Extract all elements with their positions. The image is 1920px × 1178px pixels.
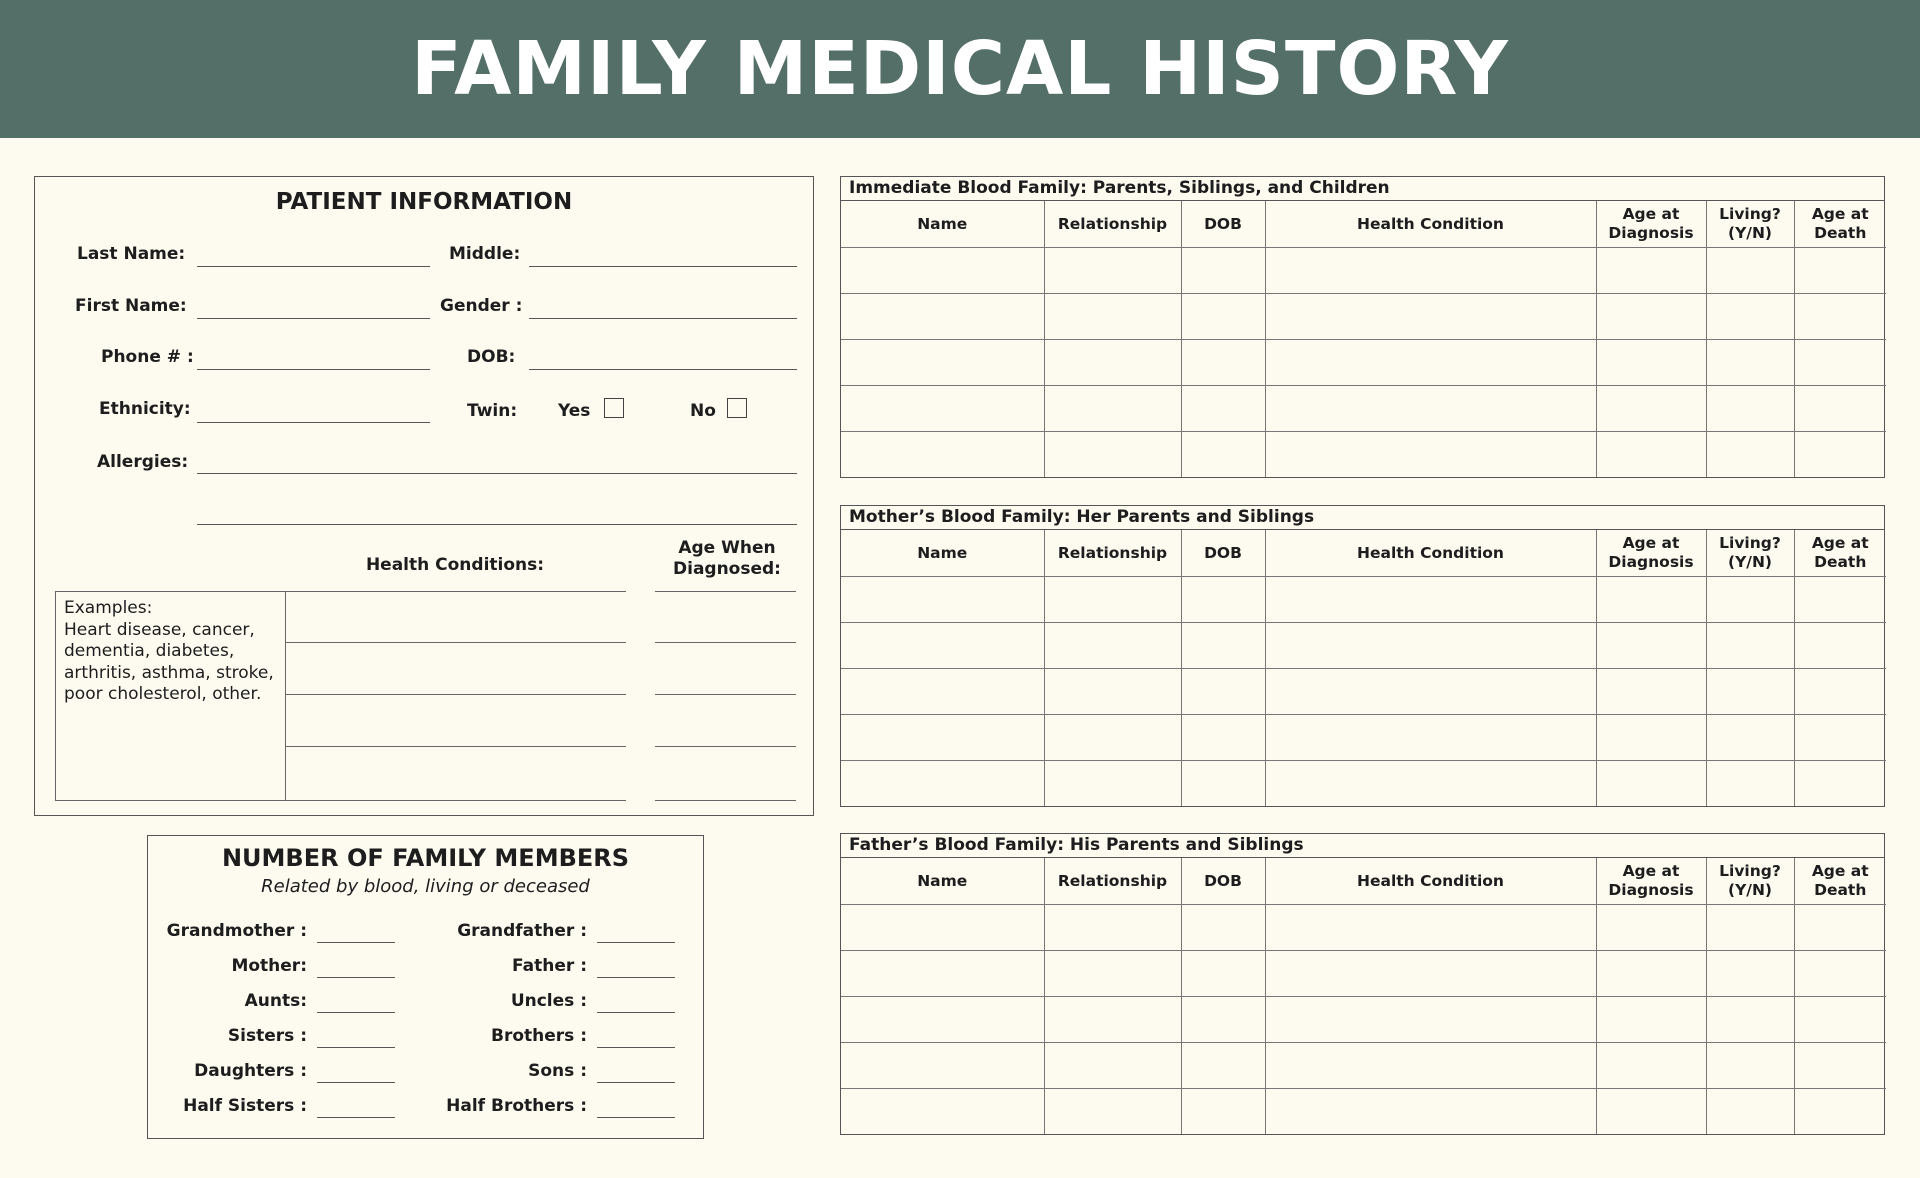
dob-field[interactable] — [529, 369, 797, 370]
member-label-right: Brothers : — [491, 1026, 587, 1046]
table-cell[interactable] — [1265, 715, 1596, 761]
col-age-death-header: Age at Death — [1794, 530, 1886, 577]
member-count-field[interactable] — [597, 942, 675, 943]
table-row — [841, 715, 1886, 761]
table-cell[interactable] — [1044, 432, 1181, 478]
col-health-condition-header: Health Condition — [1265, 530, 1596, 577]
age-diagnosed-line[interactable] — [655, 747, 796, 801]
table-cell[interactable] — [841, 432, 1044, 478]
col-relationship-header: Relationship — [1044, 858, 1181, 905]
member-count-field[interactable] — [317, 1012, 395, 1013]
table-cell[interactable] — [1706, 997, 1794, 1043]
member-label-left: Sisters : — [227, 1026, 307, 1046]
table-cell[interactable] — [1044, 715, 1181, 761]
member-count-field[interactable] — [597, 977, 675, 978]
member-count-field[interactable] — [317, 1047, 395, 1048]
table-caption: Mother’s Blood Family: Her Parents and Siblings — [841, 506, 1884, 530]
table-cell[interactable] — [1181, 1043, 1265, 1089]
table-cell[interactable] — [1265, 669, 1596, 715]
dob-label: DOB: — [467, 347, 516, 367]
table-cell[interactable] — [1706, 905, 1794, 951]
table-cell[interactable] — [1706, 1043, 1794, 1089]
examples-text: Examples: Heart disease, cancer, dementia, diabetes, arthritis, asthma, stroke, poor cholesterol, other. — [64, 598, 274, 704]
table-cell[interactable] — [1181, 1089, 1265, 1135]
member-count-field[interactable] — [597, 1082, 675, 1083]
member-row — [148, 920, 703, 950]
table-cell[interactable] — [841, 669, 1044, 715]
table-cell[interactable] — [1181, 997, 1265, 1043]
member-count-field[interactable] — [597, 1117, 675, 1118]
member-count-field[interactable] — [317, 1082, 395, 1083]
table-cell[interactable] — [1794, 951, 1886, 997]
table-cell[interactable] — [1706, 248, 1794, 294]
health-conditions-list — [285, 591, 626, 801]
member-count-field[interactable] — [317, 942, 395, 943]
table-cell[interactable] — [841, 577, 1044, 623]
age-diagnosed-line[interactable] — [655, 591, 796, 643]
table-cell[interactable] — [1794, 248, 1886, 294]
table-row — [841, 294, 1886, 340]
table-cell[interactable] — [841, 623, 1044, 669]
table-row — [841, 951, 1886, 997]
col-dob-header: DOB — [1181, 858, 1265, 905]
member-count-field[interactable] — [597, 1047, 675, 1048]
member-count-field[interactable] — [317, 977, 395, 978]
table-row — [841, 577, 1886, 623]
age-when-diagnosed-heading: Age When Diagnosed: — [673, 538, 781, 579]
table-cell[interactable] — [1706, 669, 1794, 715]
table-cell[interactable] — [1181, 248, 1265, 294]
table-cell[interactable] — [841, 248, 1044, 294]
table-cell[interactable] — [1596, 623, 1706, 669]
table-caption: Immediate Blood Family: Parents, Siblings, and Children — [841, 177, 1884, 201]
table-cell[interactable] — [1181, 294, 1265, 340]
member-row — [148, 955, 703, 985]
table-cell[interactable] — [1706, 715, 1794, 761]
table-cell[interactable] — [1794, 905, 1886, 951]
gender-field[interactable] — [529, 318, 797, 319]
table-cell[interactable] — [1706, 340, 1794, 386]
table-row — [841, 669, 1886, 715]
member-row — [148, 990, 703, 1020]
col-relationship-header: Relationship — [1044, 201, 1181, 248]
table-cell[interactable] — [841, 294, 1044, 340]
immediate-family-table — [840, 176, 1885, 478]
mothers-family-table — [840, 505, 1885, 807]
table-cell[interactable] — [1706, 1089, 1794, 1135]
table-row — [841, 1089, 1886, 1135]
col-relationship-header: Relationship — [1044, 530, 1181, 577]
table-cell[interactable] — [1596, 340, 1706, 386]
member-count-field[interactable] — [597, 1012, 675, 1013]
col-dob-header: DOB — [1181, 530, 1265, 577]
table-cell[interactable] — [1044, 340, 1181, 386]
table-cell[interactable] — [1596, 1089, 1706, 1135]
family-members-title: NUMBER OF FAMILY MEMBERS — [221, 844, 630, 872]
patient-info-title: PATIENT INFORMATION — [275, 189, 573, 215]
member-label-left: Daughters : — [194, 1061, 307, 1081]
first-name-label: First Name: — [75, 296, 187, 316]
col-dob-header: DOB — [1181, 201, 1265, 248]
member-count-field[interactable] — [317, 1117, 395, 1118]
table-cell[interactable] — [1265, 761, 1596, 807]
table-row — [841, 432, 1886, 478]
table-cell[interactable] — [1265, 577, 1596, 623]
table-row — [841, 905, 1886, 951]
table-cell[interactable] — [1181, 761, 1265, 807]
table-cell[interactable] — [1265, 1089, 1596, 1135]
member-row — [148, 1060, 703, 1090]
col-living-header: Living? (Y/N) — [1706, 530, 1794, 577]
table-cell[interactable] — [1181, 715, 1265, 761]
table-cell[interactable] — [1794, 669, 1886, 715]
table-cell[interactable] — [841, 1043, 1044, 1089]
table-cell[interactable] — [1265, 432, 1596, 478]
table-cell[interactable] — [1044, 294, 1181, 340]
table-cell[interactable] — [841, 951, 1044, 997]
member-label-right: Half Brothers : — [446, 1096, 587, 1116]
table-cell[interactable] — [1265, 623, 1596, 669]
table-cell[interactable] — [1596, 294, 1706, 340]
table-cell[interactable] — [1596, 577, 1706, 623]
health-condition-line[interactable] — [286, 695, 626, 747]
member-row — [148, 1095, 703, 1125]
allergies-label: Allergies: — [97, 452, 189, 472]
table-cell[interactable] — [841, 340, 1044, 386]
table-cell[interactable] — [1706, 577, 1794, 623]
twin-label: Twin: — [467, 401, 518, 421]
examples-box — [55, 591, 285, 801]
table-cell[interactable] — [1265, 340, 1596, 386]
table-row — [841, 386, 1886, 432]
col-name-header: Name — [841, 858, 1044, 905]
age-diagnosed-line[interactable] — [655, 695, 796, 747]
health-condition-line[interactable] — [286, 643, 626, 695]
phone-label: Phone # : — [101, 347, 194, 367]
health-conditions-heading: Health Conditions: — [365, 555, 545, 575]
col-age-death-header: Age at Death — [1794, 858, 1886, 905]
table-row — [841, 340, 1886, 386]
age-diagnosed-list — [655, 591, 796, 801]
table-row — [841, 997, 1886, 1043]
family-members-subtitle: Related by blood, living or deceased — [261, 876, 590, 897]
table-cell[interactable] — [841, 997, 1044, 1043]
table-header-row — [841, 530, 1886, 577]
table-cell[interactable] — [1181, 669, 1265, 715]
table-cell[interactable] — [1596, 905, 1706, 951]
table-cell[interactable] — [1596, 432, 1706, 478]
table-caption: Father’s Blood Family: His Parents and Siblings — [841, 834, 1884, 858]
fathers-family-table — [840, 833, 1885, 1135]
table-cell[interactable] — [1181, 951, 1265, 997]
table-cell[interactable] — [841, 715, 1044, 761]
table-cell[interactable] — [1794, 997, 1886, 1043]
member-label-left: Mother: — [231, 956, 307, 976]
ethnicity-label: Ethnicity: — [99, 399, 191, 419]
table-cell[interactable] — [1044, 386, 1181, 432]
table-cell[interactable] — [1181, 340, 1265, 386]
table-cell[interactable] — [1596, 761, 1706, 807]
table-cell[interactable] — [1265, 1043, 1596, 1089]
health-condition-line[interactable] — [286, 591, 626, 643]
table-cell[interactable] — [1044, 577, 1181, 623]
table-row — [841, 623, 1886, 669]
table-cell[interactable] — [841, 1089, 1044, 1135]
member-label-right: Sons : — [528, 1061, 587, 1081]
table-cell[interactable] — [1181, 623, 1265, 669]
table-cell[interactable] — [1265, 248, 1596, 294]
table-cell[interactable] — [1706, 761, 1794, 807]
twin-yes-label: Yes — [558, 401, 591, 421]
table-cell[interactable] — [1044, 623, 1181, 669]
table-cell[interactable] — [1181, 577, 1265, 623]
table-cell[interactable] — [1794, 715, 1886, 761]
gender-label: Gender : — [440, 296, 523, 316]
table-header-row — [841, 201, 1886, 248]
twin-no-checkbox[interactable] — [727, 398, 747, 418]
col-health-condition-header: Health Condition — [1265, 201, 1596, 248]
table-cell[interactable] — [1794, 761, 1886, 807]
table-row — [841, 761, 1886, 807]
allergies-field-line-1[interactable] — [197, 473, 797, 474]
member-label-right: Father : — [512, 956, 587, 976]
table-cell[interactable] — [1044, 951, 1181, 997]
table-cell[interactable] — [1794, 340, 1886, 386]
middle-label: Middle: — [449, 244, 521, 264]
table-cell[interactable] — [1706, 951, 1794, 997]
last-name-field[interactable] — [197, 266, 430, 267]
table-cell[interactable] — [1596, 386, 1706, 432]
table-cell[interactable] — [1706, 386, 1794, 432]
table-cell[interactable] — [1181, 905, 1265, 951]
table-header-row — [841, 858, 1886, 905]
table-cell[interactable] — [1044, 905, 1181, 951]
col-name-header: Name — [841, 201, 1044, 248]
table-cell[interactable] — [1794, 623, 1886, 669]
col-living-header: Living? (Y/N) — [1706, 201, 1794, 248]
col-age-diagnosis-header: Age at Diagnosis — [1596, 858, 1706, 905]
col-age-diagnosis-header: Age at Diagnosis — [1596, 530, 1706, 577]
table-cell[interactable] — [1044, 669, 1181, 715]
last-name-label: Last Name: — [77, 244, 186, 264]
member-label-left: Aunts: — [244, 991, 307, 1011]
table-cell[interactable] — [1265, 294, 1596, 340]
member-label-left: Half Sisters : — [183, 1096, 307, 1116]
table-cell[interactable] — [1596, 248, 1706, 294]
member-row — [148, 1025, 703, 1055]
table-cell[interactable] — [1794, 577, 1886, 623]
member-label-left: Grandmother : — [166, 921, 307, 941]
table-cell[interactable] — [1596, 715, 1706, 761]
middle-name-field[interactable] — [529, 266, 797, 267]
col-age-death-header: Age at Death — [1794, 201, 1886, 248]
age-diagnosed-line[interactable] — [655, 643, 796, 695]
table-cell[interactable] — [1706, 623, 1794, 669]
twin-yes-checkbox[interactable] — [604, 398, 624, 418]
table-cell[interactable] — [1181, 386, 1265, 432]
family-members-panel — [147, 835, 704, 1139]
table-cell[interactable] — [841, 386, 1044, 432]
table-cell[interactable] — [1706, 432, 1794, 478]
table-cell[interactable] — [1044, 761, 1181, 807]
phone-field[interactable] — [197, 369, 430, 370]
table-cell[interactable] — [1044, 248, 1181, 294]
table-cell[interactable] — [1596, 951, 1706, 997]
table-cell[interactable] — [1794, 1089, 1886, 1135]
table-cell[interactable] — [1596, 1043, 1706, 1089]
table-cell[interactable] — [841, 905, 1044, 951]
col-age-diagnosis-header: Age at Diagnosis — [1596, 201, 1706, 248]
patient-information-panel — [34, 176, 814, 816]
table-cell[interactable] — [1044, 1043, 1181, 1089]
table-cell[interactable] — [1794, 386, 1886, 432]
member-label-right: Uncles : — [510, 991, 587, 1011]
table-cell[interactable] — [1265, 951, 1596, 997]
table-row — [841, 248, 1886, 294]
health-condition-line[interactable] — [286, 747, 626, 801]
table-row — [841, 1043, 1886, 1089]
col-name-header: Name — [841, 530, 1044, 577]
member-label-right: Grandfather : — [457, 921, 587, 941]
table-cell[interactable] — [1596, 997, 1706, 1043]
table-cell[interactable] — [1794, 1043, 1886, 1089]
table-cell[interactable] — [1794, 294, 1886, 340]
twin-no-label: No — [690, 401, 716, 421]
table-cell[interactable] — [1265, 905, 1596, 951]
table-cell[interactable] — [841, 761, 1044, 807]
table-cell[interactable] — [1044, 1089, 1181, 1135]
table-cell[interactable] — [1265, 997, 1596, 1043]
allergies-field-line-2[interactable] — [197, 524, 797, 525]
page-title: FAMILY MEDICAL HISTORY — [411, 26, 1509, 112]
table-cell[interactable] — [1794, 432, 1886, 478]
first-name-field[interactable] — [197, 318, 430, 319]
header-banner — [0, 0, 1920, 138]
col-living-header: Living? (Y/N) — [1706, 858, 1794, 905]
ethnicity-field[interactable] — [197, 422, 430, 423]
table-cell[interactable] — [1596, 669, 1706, 715]
table-cell[interactable] — [1181, 432, 1265, 478]
table-cell[interactable] — [1706, 294, 1794, 340]
table-cell[interactable] — [1265, 386, 1596, 432]
col-health-condition-header: Health Condition — [1265, 858, 1596, 905]
table-cell[interactable] — [1044, 997, 1181, 1043]
